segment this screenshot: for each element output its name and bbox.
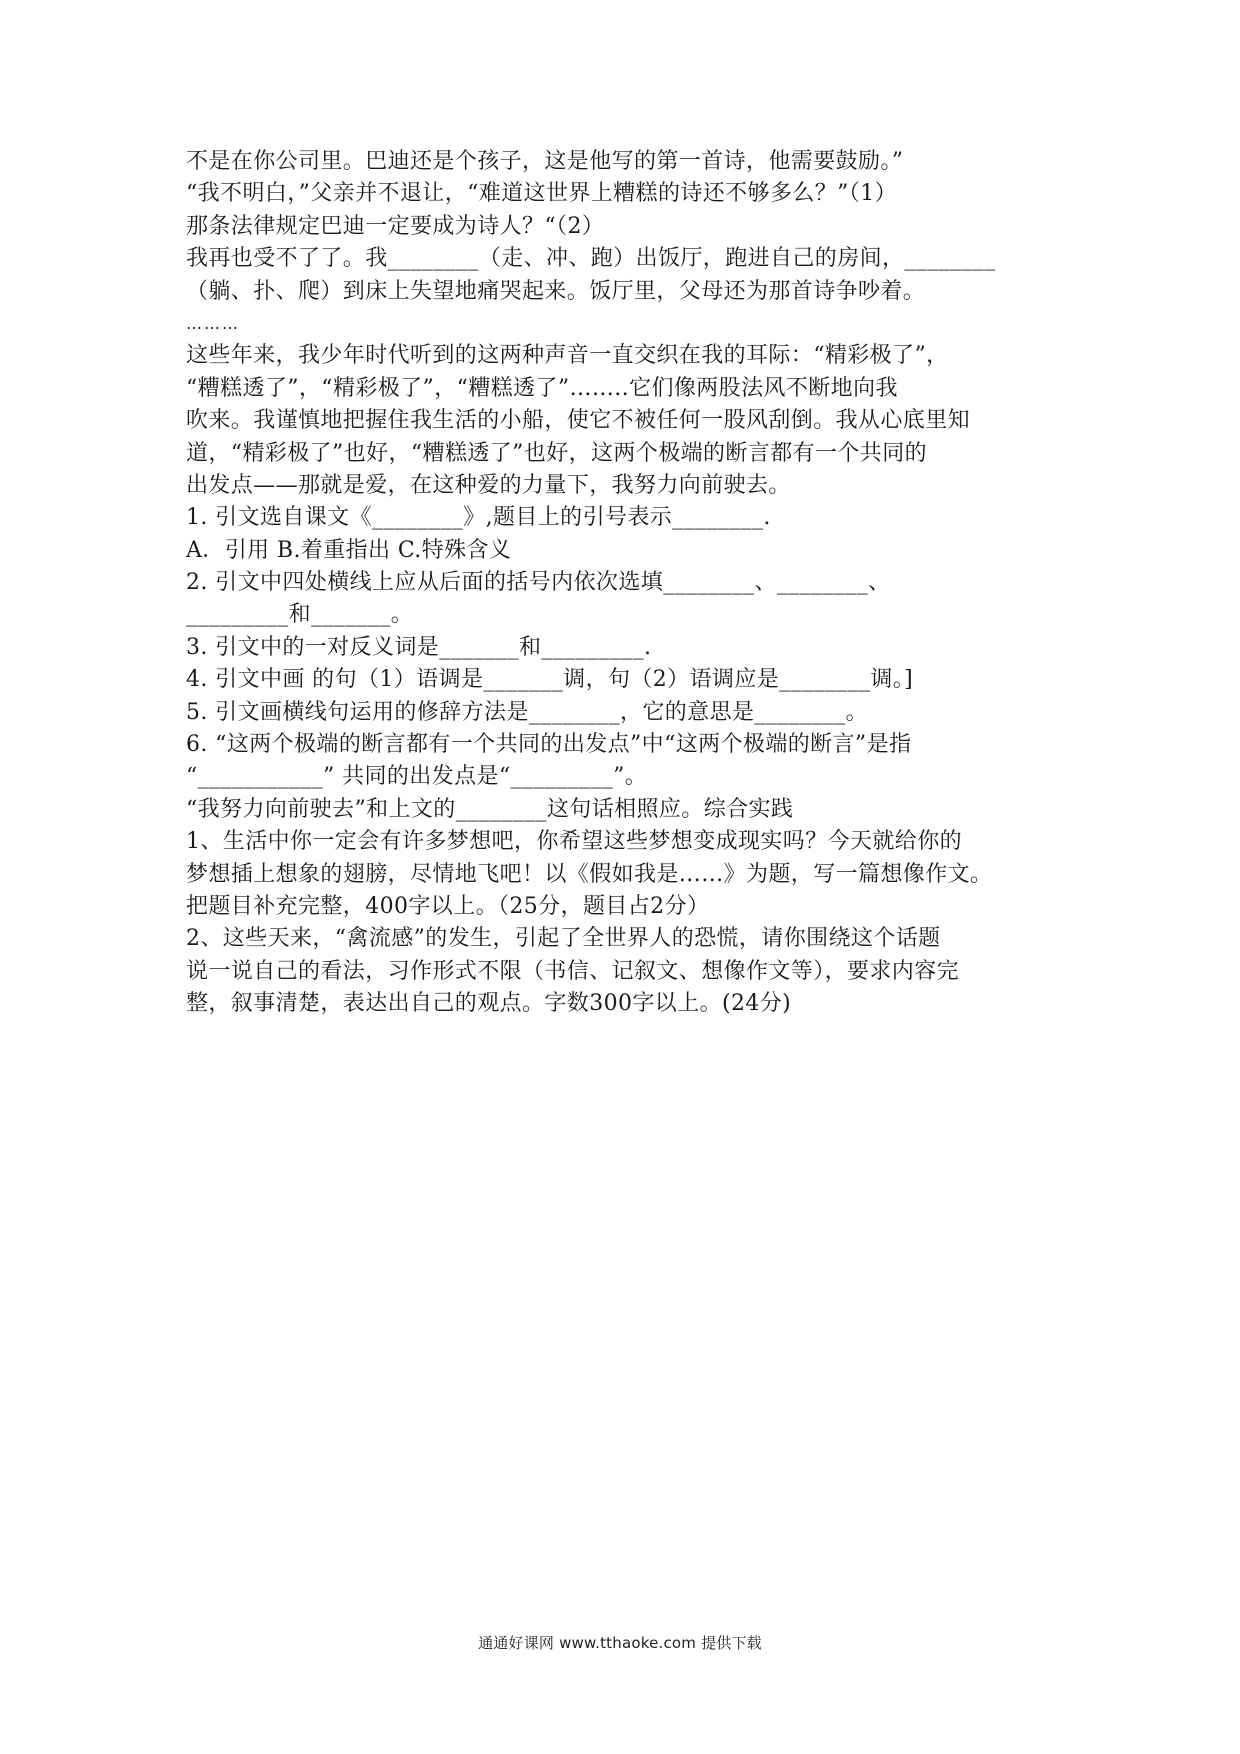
- text-line: “我不明白，”父亲并不退让，“难道这世界上糟糕的诗还不够多么？”（1）: [186, 181, 897, 207]
- question-1: 1. 引文选自课文《________》,题目上的引号表示________.: [186, 505, 771, 531]
- text-line: 那条法律规定巴迪一定要成为诗人？“（2）: [186, 213, 605, 239]
- document-body: [186, 146, 1056, 1021]
- text-line: “糟糕透了”，“精彩极了”，“糟糕透了”……..它们像两股法风不断地向我: [186, 375, 898, 401]
- writing-task-2-continued: 说一说自己的看法，习作形式不限（书信、记叙文、想像作文等），要求内容完: [186, 958, 960, 984]
- question-3: 3. 引文中的一对反义词是_______和_________.: [186, 634, 652, 660]
- writing-task-1: 1、生活中你一定会有许多梦想吧，你希望这些梦想变成现实吗？今天就给你的: [186, 829, 962, 855]
- writing-task-1-continued: 梦想插上想象的翅膀，尽情地飞吧！以《假如我是……》为题，写一篇想像作文。: [186, 861, 993, 887]
- ellipsis-line: ………: [186, 313, 240, 333]
- text-line: 道，“精彩极了”也好，“糟糕透了”也好，这两个极端的断言都有一个共同的: [186, 440, 927, 466]
- text-line: 不是在你公司里。巴迪还是个孩子，这是他写的第一首诗，他需要鼓励。”: [186, 149, 904, 174]
- text-line: 出发点——那就是爱，在这种爱的力量下，我努力向前驶去。: [186, 472, 791, 498]
- text-line: （躺、扑、爬）到床上失望地痛哭起来。饭厅里，父母还为那首诗争吵着。: [186, 278, 926, 304]
- text-line: 吹来。我谨慎地把握住我生活的小船，使它不被任何一股风刮倒。我从心底里知: [186, 408, 971, 434]
- text-line: 我再也受不了了。我________（走、冲、跑）出饭厅，跑进自己的房间，________: [186, 246, 996, 272]
- question-5: 5. 引文画横线句运用的修辞方法是________，它的意思是________。: [186, 699, 868, 725]
- writing-task-1-continued: 把题目补充完整，400字以上。（25分，题目占2分）: [186, 893, 710, 919]
- question-7: “我努力向前驶去”和上文的________这句话相照应。综合实践: [186, 796, 794, 822]
- text-line: 这些年来，我少年时代听到的这两种声音一直交织在我的耳际：“精彩极了”，: [186, 343, 949, 369]
- question-1-options: A．引用 B.着重指出 C.特殊含义: [186, 537, 512, 563]
- writing-task-2: 2、这些天来，“禽流感”的发生，引起了全世界人的恐慌，请你围绕这个话题: [186, 926, 941, 952]
- question-6-continued: “___________” 共同的出发点是“_________”。: [186, 764, 648, 790]
- writing-task-2-continued: 整，叙事清楚，表达出自己的观点。字数300字以上。(24分): [186, 991, 792, 1017]
- question-2-continued: _________和_______。: [186, 602, 414, 628]
- question-2: 2. 引文中四处横线上应从后面的括号内依次选填________、________、: [186, 570, 891, 596]
- page-footer: 通通好课网 www.tthaoke.com 提供下载: [478, 1634, 762, 1652]
- question-6: 6. “这两个极端的断言都有一个共同的出发点”中“这两个极端的断言”是指: [186, 732, 912, 758]
- question-4: 4. 引文中画 的句（1）语调是_______调，句（2）语调应是________调。]: [186, 667, 914, 693]
